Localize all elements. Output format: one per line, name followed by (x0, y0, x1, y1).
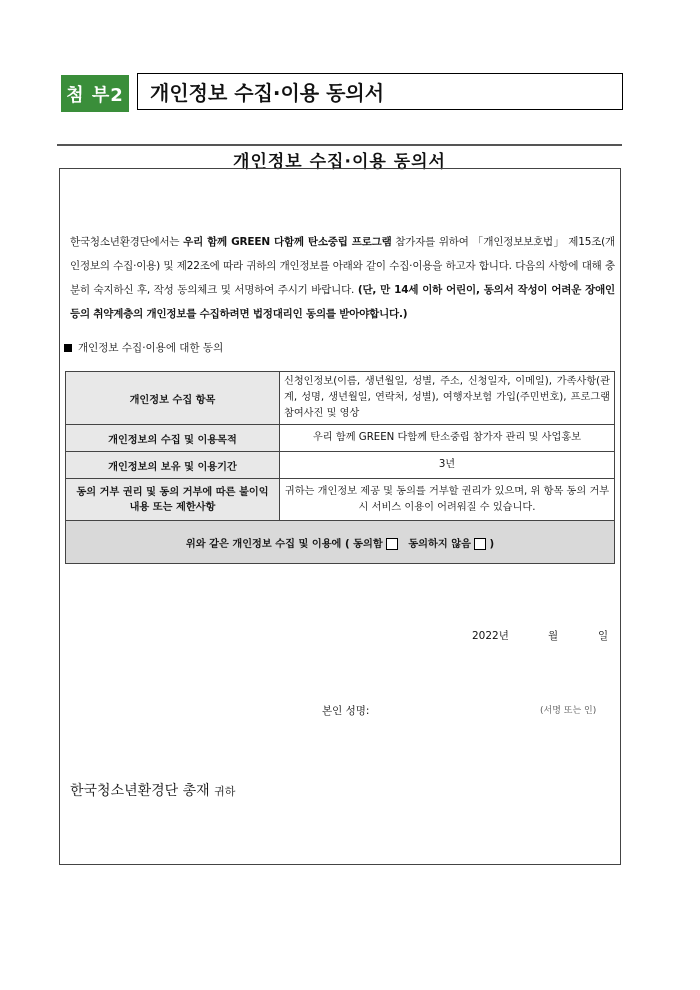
table-row (66, 425, 615, 452)
row-label: 동의 거부 권리 및 동의 거부에 따른 불이익 내용 또는 제한사항 (66, 479, 280, 521)
square-bullet-icon (64, 344, 72, 352)
disagree-checkbox[interactable] (474, 538, 486, 550)
table-row (66, 452, 615, 479)
row-value: 우리 함께 GREEN 다함께 탄소중립 참가자 관리 및 사업홍보 (280, 425, 615, 452)
table-row (66, 372, 615, 425)
agree-suffix: ) (489, 538, 495, 550)
date-year: 2022년 (472, 630, 509, 642)
signature-note: (서명 또는 인) (540, 706, 597, 716)
program-name: 우리 함께 GREEN 다함께 탄소중립 프로그램 (183, 236, 392, 248)
row-label: 개인정보의 수집 및 이용목적 (66, 425, 280, 452)
intro-text-1: 한국청소년환경단에서는 (70, 236, 184, 248)
disagree-label: 동의하지 않음 (408, 538, 471, 550)
agree-checkbox[interactable] (386, 538, 398, 550)
form-title: 개인정보 수집·이용 동의서 (233, 152, 446, 172)
agree-prefix: 위와 같은 개인정보 수집 및 이용에 ( 동의함 (185, 538, 383, 550)
row-value: 신청인정보(이름, 생년월일, 성별, 주소, 신청일자, 이메일), 가족사항(관계, 성명, 생년월일, 연락처, 성별), 여행자보험 가입(주민번호), 프로그램 참여사진 및 영상 (280, 372, 615, 425)
attachment-badge: 첨 부2 (61, 75, 129, 112)
agree-row (66, 521, 615, 564)
date-day: 일 (598, 630, 609, 642)
divider (57, 144, 622, 146)
signature-label: 본인 성명: (322, 705, 370, 717)
date-month: 월 (548, 630, 559, 642)
addressee (70, 780, 235, 800)
consent-table (65, 371, 615, 564)
intro-paragraph (70, 230, 615, 326)
section-title: 개인정보 수집·이용에 대한 동의 (78, 342, 224, 354)
intro-text-2: 참가자를 위하여 「개인정보보호법」 제15조(개인정보의 수집·이용) 및 제22조에 따라 귀하의 개인정보를 아래와 같이 수집·이용을 하고자 합니다. 다음의 사항에 대해 충분히 숙지하신 후, 작성 동의체크 및 서명하여 주시기 바랍니다. (70, 236, 615, 296)
row-label: 개인정보 수집 항목 (66, 372, 280, 425)
row-value: 귀하는 개인정보 제공 및 동의를 거부할 권리가 있으며, 위 항목 동의 거부 시 서비스 이용이 어려워질 수 있습니다. (280, 479, 615, 521)
row-label: 개인정보의 보유 및 이용기간 (66, 452, 280, 479)
header-title: 개인정보 수집·이용 동의서 (137, 73, 623, 110)
section-heading (64, 340, 223, 355)
table-row (66, 479, 615, 521)
addressee-name: 한국청소년환경단 총재 (70, 783, 210, 799)
row-value: 3년 (280, 452, 615, 479)
intro-note: (단, 만 14세 이하 어린이, 동의서 작성이 어려운 장애인 등의 취약계층의 개인정보를 수집하려면 법정대리인 동의를 받아야합니다.) (70, 284, 615, 320)
addressee-suffix: 귀하 (214, 785, 236, 798)
agree-cell (66, 521, 615, 564)
